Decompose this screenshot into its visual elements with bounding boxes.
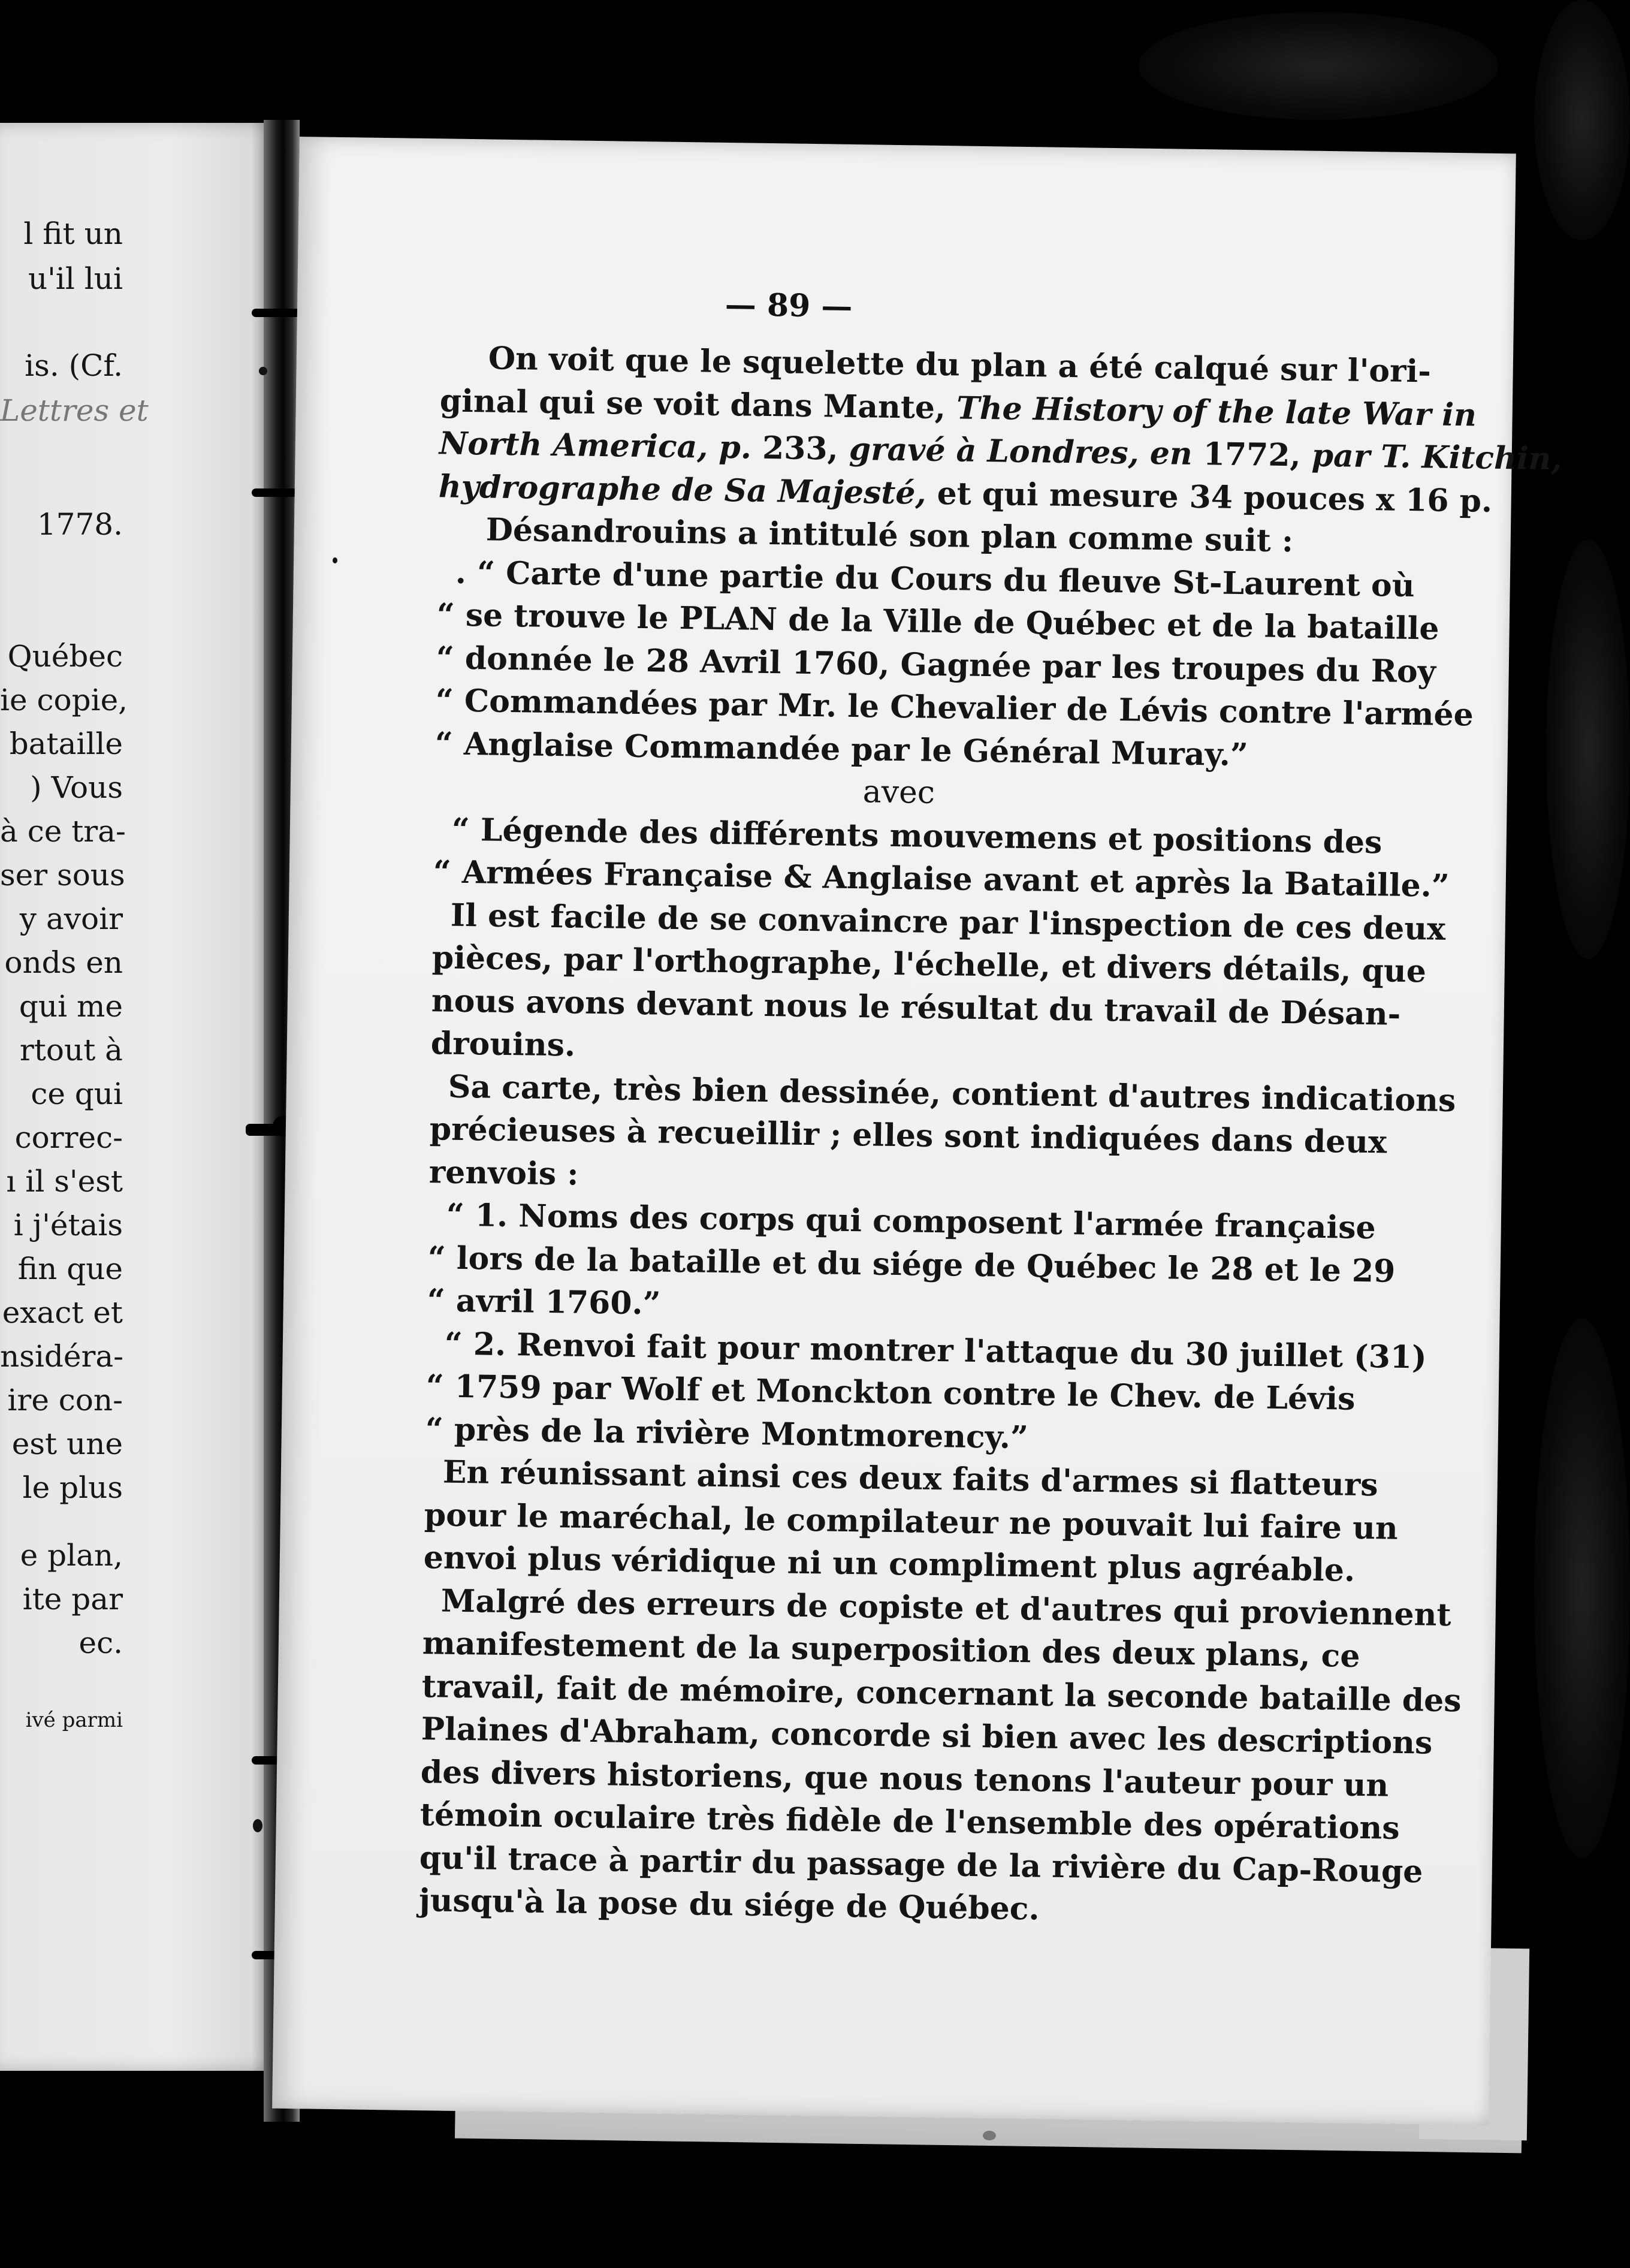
left-page-line: le plus bbox=[22, 1470, 123, 1505]
left-page-line: fin que bbox=[17, 1251, 123, 1286]
text-line: On voit que le squelette du plan a été calqué sur l'ori- bbox=[488, 340, 1432, 390]
text-line: des divers historiens, que nous tenons l'auteur pour un bbox=[420, 1753, 1389, 1804]
background-texture bbox=[1139, 12, 1498, 120]
left-page-fragment bbox=[0, 123, 285, 2071]
left-page-line: ite par bbox=[22, 1582, 123, 1616]
text-line: envoi plus véridique ni un compliment plus agréable. bbox=[423, 1539, 1356, 1589]
text-line: manifestement de la superposition des deux plans, ce bbox=[422, 1625, 1360, 1675]
left-page-line: l fit un bbox=[23, 216, 123, 251]
text-line: hydrographe de Sa Majesté, et qui mesure 34 pouces x 16 p. bbox=[438, 468, 1493, 520]
background-texture bbox=[1546, 539, 1630, 959]
text-line: travail, fait de mémoire, concernant la seconde bataille des bbox=[421, 1667, 1462, 1719]
left-page-line: ce qui bbox=[31, 1076, 123, 1111]
text-line: ginal qui se voit dans Mante, The History of the late War in bbox=[439, 382, 1477, 433]
text-line: avec bbox=[862, 774, 935, 811]
text-line: qu'il trace à partir du passage de la rivière du Cap-Rouge bbox=[419, 1839, 1423, 1890]
text-line: “ Légende des différents mouvemens et positions des bbox=[451, 811, 1383, 861]
left-page-line: Québec bbox=[7, 639, 123, 674]
main-page bbox=[272, 137, 1562, 2125]
text-line: “ près de la rivière Montmorency.” bbox=[425, 1410, 1029, 1456]
text-line: témoin oculaire très fidèle de l'ensemble des opérations bbox=[419, 1796, 1400, 1847]
background-texture bbox=[1534, 0, 1630, 240]
dust-speck bbox=[333, 557, 337, 563]
text-line: Sa carte, très bien dessinée, contient d'autres indications bbox=[448, 1068, 1456, 1119]
left-page-line: ) Vous bbox=[30, 770, 123, 805]
text-line: renvois : bbox=[428, 1153, 579, 1193]
text-line: “ avril 1760.” bbox=[427, 1282, 661, 1322]
text-line: “ lors de la bataille et du siége de Québec le 28 et le 29 bbox=[427, 1239, 1396, 1290]
text-line: “ donnée le 28 Avril 1760, Gagnée par les troupes du Roy bbox=[436, 639, 1436, 690]
page-number: — 89 — bbox=[725, 286, 853, 325]
left-page-line: rtout à bbox=[19, 1033, 123, 1067]
text-line: North America, p. 233, gravé à Londres, en 1772, par T. Kitchin, bbox=[439, 425, 1562, 478]
left-page-line: ser sous bbox=[0, 858, 125, 892]
left-page-line: y avoir bbox=[19, 901, 123, 936]
left-page-line: is. (Cf. bbox=[25, 348, 123, 383]
text-line: nous avons devant nous le résultat du travail de Désan- bbox=[431, 982, 1401, 1033]
left-page-line: e plan, bbox=[20, 1538, 123, 1573]
text-line: Désandrouins a intitulé son plan comme suit : bbox=[485, 511, 1294, 560]
text-line: Plaines d'Abraham, concorde si bien avec les descriptions bbox=[421, 1711, 1433, 1762]
page-text-block bbox=[418, 336, 1562, 1935]
left-page-line: ie copie, bbox=[0, 683, 128, 717]
text-line: précieuses à recueillir ; elles sont indiquées dans deux bbox=[429, 1111, 1387, 1161]
text-line: “ 1. Noms des corps qui composent l'armée française bbox=[446, 1196, 1377, 1247]
text-line: “ Anglaise Commandée par le Général Muray.” bbox=[434, 725, 1249, 773]
left-page-line: qui me bbox=[19, 989, 123, 1024]
left-page-line: est une bbox=[11, 1426, 123, 1461]
text-line: Malgré des erreurs de copiste et d'autres qui proviennent bbox=[440, 1582, 1451, 1633]
left-page-line: Lettres et bbox=[0, 393, 149, 428]
left-page-line: ivé parmi bbox=[25, 1708, 123, 1732]
dust-speck bbox=[253, 1819, 262, 1832]
left-page-line: correc- bbox=[14, 1120, 123, 1155]
left-page-line: onds en bbox=[4, 945, 123, 980]
left-page-line: i j'étais bbox=[13, 1208, 123, 1242]
text-line: pièces, par l'orthographe, l'échelle, et divers détails, que bbox=[431, 939, 1427, 990]
background-texture bbox=[1534, 1319, 1630, 1858]
dust-speck bbox=[983, 2131, 996, 2140]
left-page-line: à ce tra- bbox=[0, 814, 126, 849]
text-line: drouins. bbox=[430, 1025, 576, 1064]
left-page-line: exact et bbox=[2, 1295, 123, 1330]
text-line: “ Armées Française & Anglaise avant et après la Bataille.” bbox=[433, 853, 1450, 904]
text-line: “ se trouve le PLAN de la Ville de Québec et de la bataille bbox=[436, 596, 1439, 647]
left-page-line: ı il s'est bbox=[6, 1164, 123, 1199]
left-page-line: 1778. bbox=[37, 507, 123, 542]
text-line: “ 2. Renvoi fait pour montrer l'attaque du 30 juillet (31) bbox=[444, 1325, 1427, 1376]
text-line: Il est facile de se convaincre par l'inspection de ces deux bbox=[450, 897, 1446, 948]
text-line: “ Commandées par Mr. le Chevalier de Lévis contre l'armée bbox=[435, 682, 1474, 734]
dust-speck bbox=[259, 367, 267, 375]
text-line: pour le maréchal, le compilateur ne pouvait lui faire un bbox=[424, 1496, 1399, 1547]
text-line: En réunissant ainsi ces deux faits d'armes si flatteurs bbox=[442, 1453, 1378, 1504]
text-line: jusqu'à la pose du siége de Québec. bbox=[418, 1882, 1040, 1928]
left-page-line: nsidéra- bbox=[0, 1339, 124, 1374]
text-line: “ 1759 par Wolf et Monckton contre le Chev. de Lévis bbox=[425, 1368, 1356, 1418]
left-page-line: ire con- bbox=[7, 1383, 123, 1418]
text-line: . “ Carte d'une partie du Cours du fleuve St-Laurent où bbox=[455, 554, 1415, 604]
left-page-line: u'il lui bbox=[28, 261, 123, 296]
left-page-line: bataille bbox=[9, 726, 123, 761]
left-page-line: ec. bbox=[79, 1625, 123, 1660]
